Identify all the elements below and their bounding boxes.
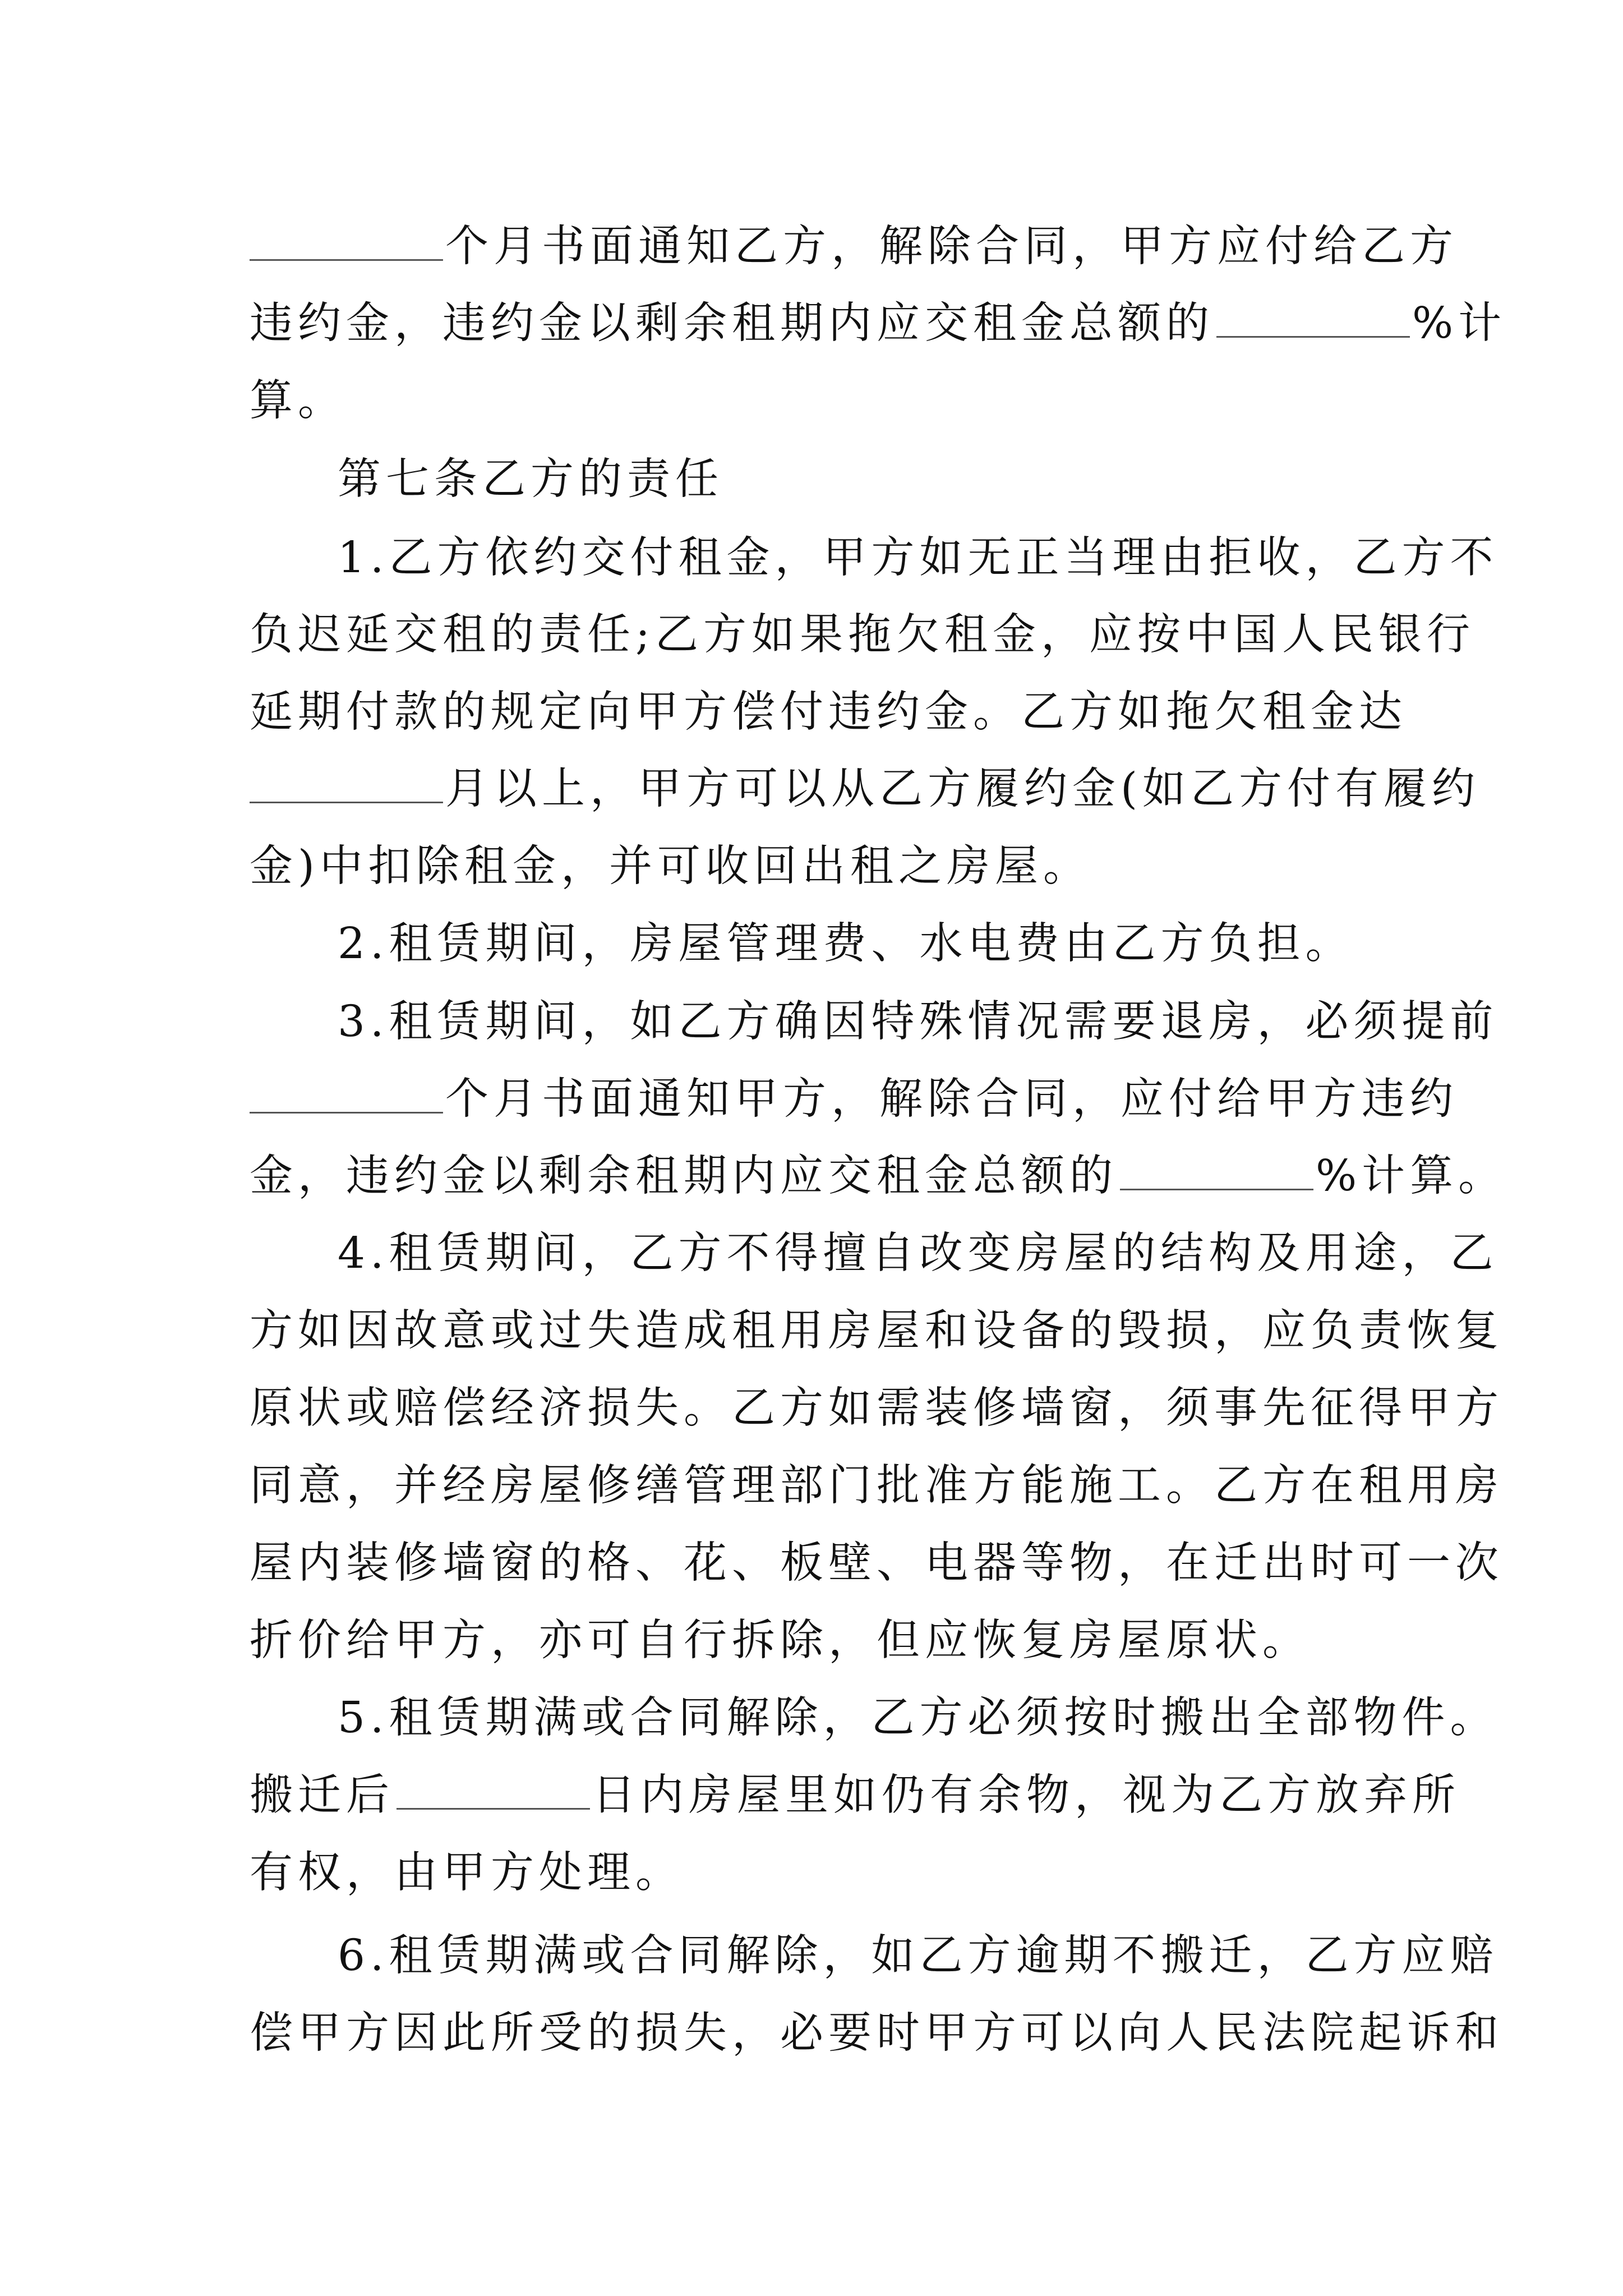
text-line: 6.租赁期满或合同解除，如乙方逾期不搬迁，乙方应赔 (338, 1931, 1498, 1981)
text-segment: 日内房屋里如仍有余物，视为乙方放弃所 (592, 1770, 1460, 1820)
text-line: 负迟延交租的责任;乙方如果拖欠租金，应按中国人民银行 (250, 610, 1475, 660)
text-line: 3.租赁期间，如乙方确因特殊情况需要退房，必须提前 (338, 997, 1498, 1047)
fill-in-blank (1216, 297, 1410, 338)
text-segment: %计 (1412, 298, 1507, 348)
text-line: 金)中扣除租金，并可收回出租之房屋。 (250, 841, 1092, 891)
text-line: 折价给甲方，亦可自行拆除，但应恢复房屋原状。 (250, 1616, 1311, 1665)
text-line: 屋内装修墙窗的格、花、板壁、电器等物，在迁出时可一次 (250, 1538, 1504, 1588)
text-line (250, 761, 1480, 817)
fill-in-blank (396, 1769, 590, 1810)
text-segment: %计算。 (1316, 1151, 1507, 1201)
text-line (250, 219, 1458, 275)
text-segment: 金，违约金以剩余租期内应交租金总额的 (250, 1151, 1118, 1201)
text-line: 同意，并经房屋修缮管理部门批准方能施工。乙方在租用房 (250, 1461, 1504, 1511)
text-segment: 个月书面通知甲方，解除合同，应付给甲方违约 (445, 1074, 1458, 1124)
text-line: 1.乙方依约交付租金，甲方如无正当理由拒收，乙方不 (338, 533, 1498, 583)
text-segment: 违约金，违约金以剩余租期内应交租金总额的 (250, 298, 1214, 348)
text-line (250, 1768, 1460, 1824)
text-line: 有权，由甲方处理。 (250, 1848, 684, 1898)
fill-in-blank (250, 762, 443, 803)
text-line (250, 1148, 1506, 1204)
text-line: 原状或赔偿经济损失。乙方如需装修墙窗，须事先征得甲方 (250, 1383, 1504, 1433)
text-line: 方如因故意或过失造成租用房屋和设备的毁损，应负责恢复 (250, 1306, 1504, 1356)
text-segment: 个月书面通知乙方，解除合同，甲方应付给乙方 (445, 222, 1458, 272)
text-segment: 月以上，甲方可以从乙方履约金(如乙方付有履约 (445, 764, 1481, 814)
text-line: 5.租赁期满或合同解除，乙方必须按时搬出全部物件。 (338, 1693, 1498, 1743)
text-line: 延期付款的规定向甲方偿付违约金。乙方如拖欠租金达 (250, 687, 1407, 737)
text-line (250, 296, 1506, 352)
text-segment: 搬迁后 (250, 1770, 394, 1820)
fill-in-blank (250, 220, 443, 261)
section-heading: 第七条乙方的责任 (338, 454, 723, 504)
fill-in-blank (250, 1073, 443, 1114)
text-line: 2.租赁期间，房屋管理费、水电费由乙方负担。 (338, 919, 1354, 969)
fill-in-blank (1120, 1149, 1313, 1190)
text-line (250, 1071, 1458, 1128)
text-line: 4.租赁期间，乙方不得擅自改变房屋的结构及用途，乙 (338, 1228, 1498, 1278)
text-line: 偿甲方因此所受的损失，必要时甲方可以向人民法院起诉和 (250, 2008, 1504, 2058)
text-line: 算。 (250, 376, 346, 426)
